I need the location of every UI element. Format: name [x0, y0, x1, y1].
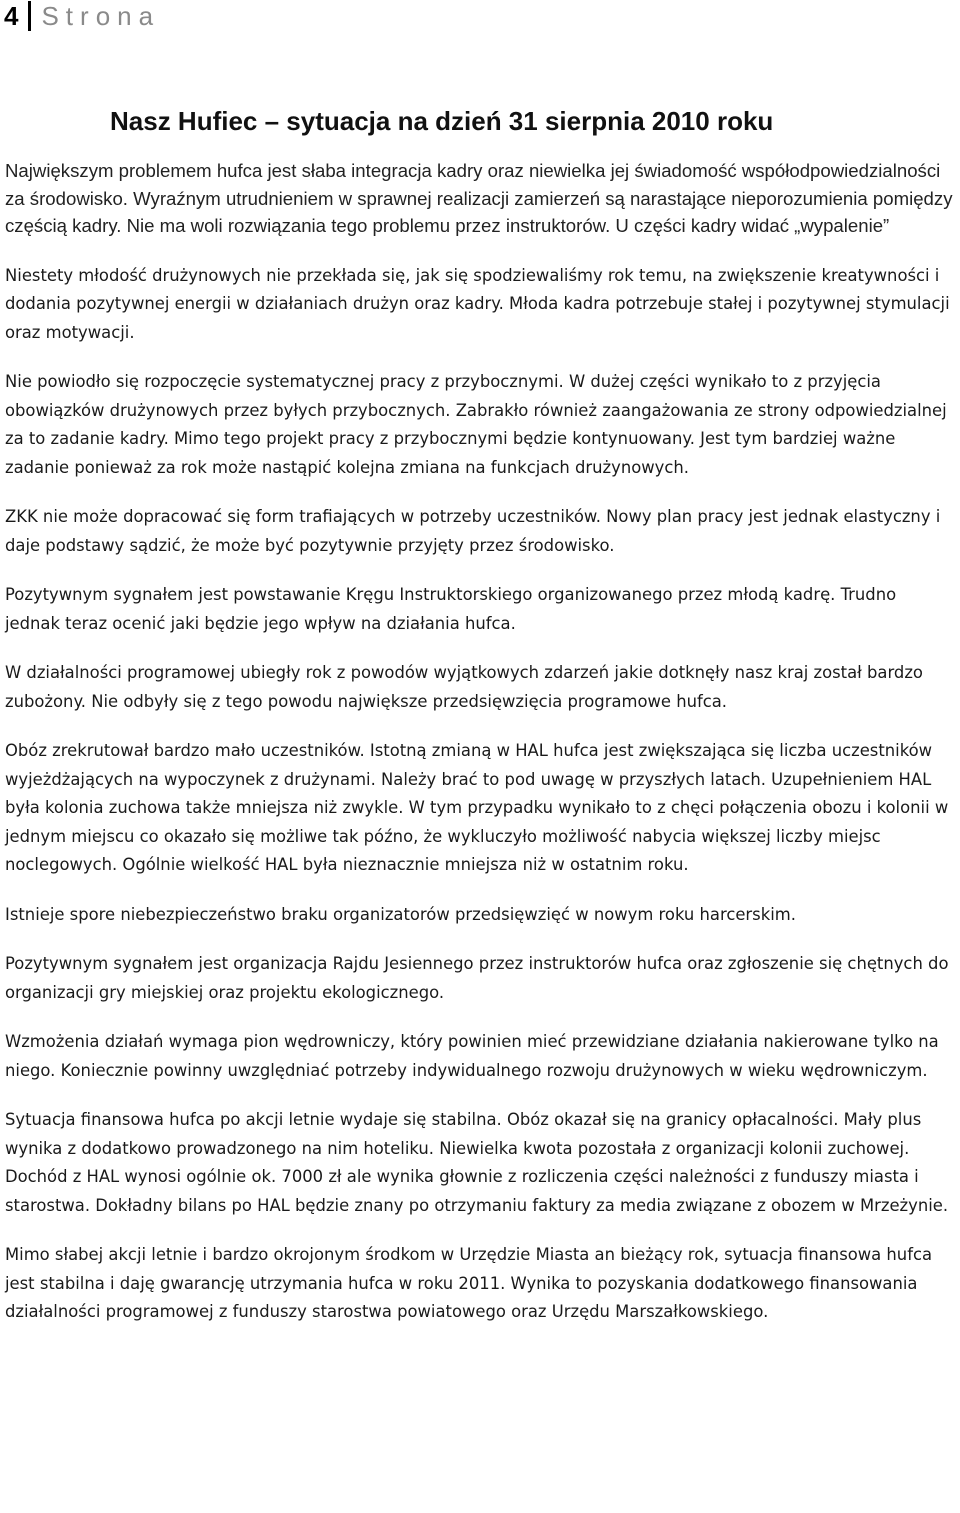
paragraph-12: Mimo słabej akcji letnie i bardzo okrojonym środkom w Urzędzie Miasta an bieżący rok, sytuacja finansowa hufca jest stabilna i daję gwarancję utrzymania hufca w roku 2011. Wynika to pozyskania dodatkowego finansowania działalności programowej z funduszy starostwa powiatowego oraz Urzędu Marszałkowskiego. [5, 1245, 933, 1321]
document-body [5, 157, 955, 1327]
paragraph-1: Największym problemem hufca jest słaba integracja kadry oraz niewielka jej świadomość współodpowiedzialności za środowisko. Wyraźnym utrudnieniem w sprawnej realizacji zamierzeń są narastające nieporozumienia pomiędzy częścią kadry. Nie ma woli rozwiązania tego problemu przez instruktorów. U części kadry widać „wypalenie” [5, 160, 953, 236]
paragraph-11: Sytuacja finansowa hufca po akcji letnie wydaje się stabilna. Obóz okazał się na granicy opłacalności. Mały plus wynika z dodatkowo prowadzonego na nim hoteliku. Niewielka kwota pozostała z organizacji kolonii zuchowej. Dochód z HAL wynosi ogólnie ok. 7000 zł ale wynika głownie z rozliczenia części należności z funduszy miasta i starostwa. Dokładny bilans po HAL będzie znany po otrzymaniu faktury za media związane z obozem w Mrzeżynie. [5, 1110, 949, 1215]
paragraph-6: W działalności programowej ubiegły rok z powodów wyjątkowych zdarzeń jakie dotknęły nasz kraj został bardzo zubożony. Nie odbyły się z tego powodu największe przedsięwzięcia programowe hufca. [5, 663, 923, 711]
page-number: 4 [4, 1, 19, 31]
paragraph-5: Pozytywnym sygnałem jest powstawanie Kręgu Instruktorskiego organizowanego przez młodą kadrę. Trudno jednak teraz ocenić jaki będzie jego wpływ na działania hufca. [5, 585, 897, 633]
paragraph-8: Istnieje spore niebezpieczeństwo braku organizatorów przedsięwzięć w nowym roku harcerskim. [5, 904, 796, 924]
header-divider [28, 1, 31, 31]
paragraph-2: Niestety młodość drużynowych nie przekłada się, jak się spodziewaliśmy rok temu, na zwiększenie kreatywności i dodania pozytywnej energii w działaniach drużyn oraz kadry. Młoda kadra potrzebuje stałej i pozytywnej stymulacji oraz motywacji. [5, 265, 950, 342]
paragraph-10: Wzmożenia działań wymaga pion wędrowniczy, który powinien mieć przewidziane działania nakierowane tylko na niego. Koniecznie powinny uwzględniać potrzeby indywidualnego rozwoju drużynowych w wieku wędrowniczym. [5, 1032, 939, 1080]
paragraph-4: ZKK nie może dopracować się form trafiających w potrzeby uczestników. Nowy plan pracy jest jednak elastyczny i daje podstawy sądzić, że może być pozytywnie przyjęty przez środowisko. [5, 507, 941, 555]
page-label: Strona [41, 1, 161, 31]
page-header [4, 0, 160, 32]
paragraph-9: Pozytywnym sygnałem jest organizacja Rajdu Jesiennego przez instruktorów hufca oraz zgłoszenie się chętnych do organizacji gry miejskiej oraz projektu ekologicznego. [5, 954, 949, 1002]
document-title: Nasz Hufiec – sytuacja na dzień 31 sierpnia 2010 roku [110, 106, 774, 136]
paragraph-3: Nie powiodło się rozpoczęcie systematycznej pracy z przybocznymi. W dużej części wynikało to z przyjęcia obowiązków drużynowych przez byłych przybocznych. Zabrakło również zaangażowania ze strony odpowiedzialnej za to zadanie kadry. Mimo tego projekt pracy z przybocznymi będzie kontynuowany. Jest tym bardziej ważne zadanie ponieważ za rok może nastąpić kolejna zmiana na funkcjach drużynowych. [5, 372, 947, 477]
paragraph-7: Obóz zrekrutował bardzo mało uczestników. Istotną zmianą w HAL hufca jest zwiększająca się liczba uczestników wyjeżdżających na wypoczynek z drużynami. Należy brać to pod uwagę w przyszłych latach. Uzupełnieniem HAL była kolonia zuchowa także mniejsza niż zwykle. W tym przypadku wynikało to z chęci połączenia obozu i kolonii w jednym miejscu co okazało się możliwe tak późno, że wykluczyło możliwość nabycia większej liczby miejsc noclegowych. Ogólnie wielkość HAL była nieznacznie mniejsza niż w ostatnim roku. [5, 741, 949, 874]
